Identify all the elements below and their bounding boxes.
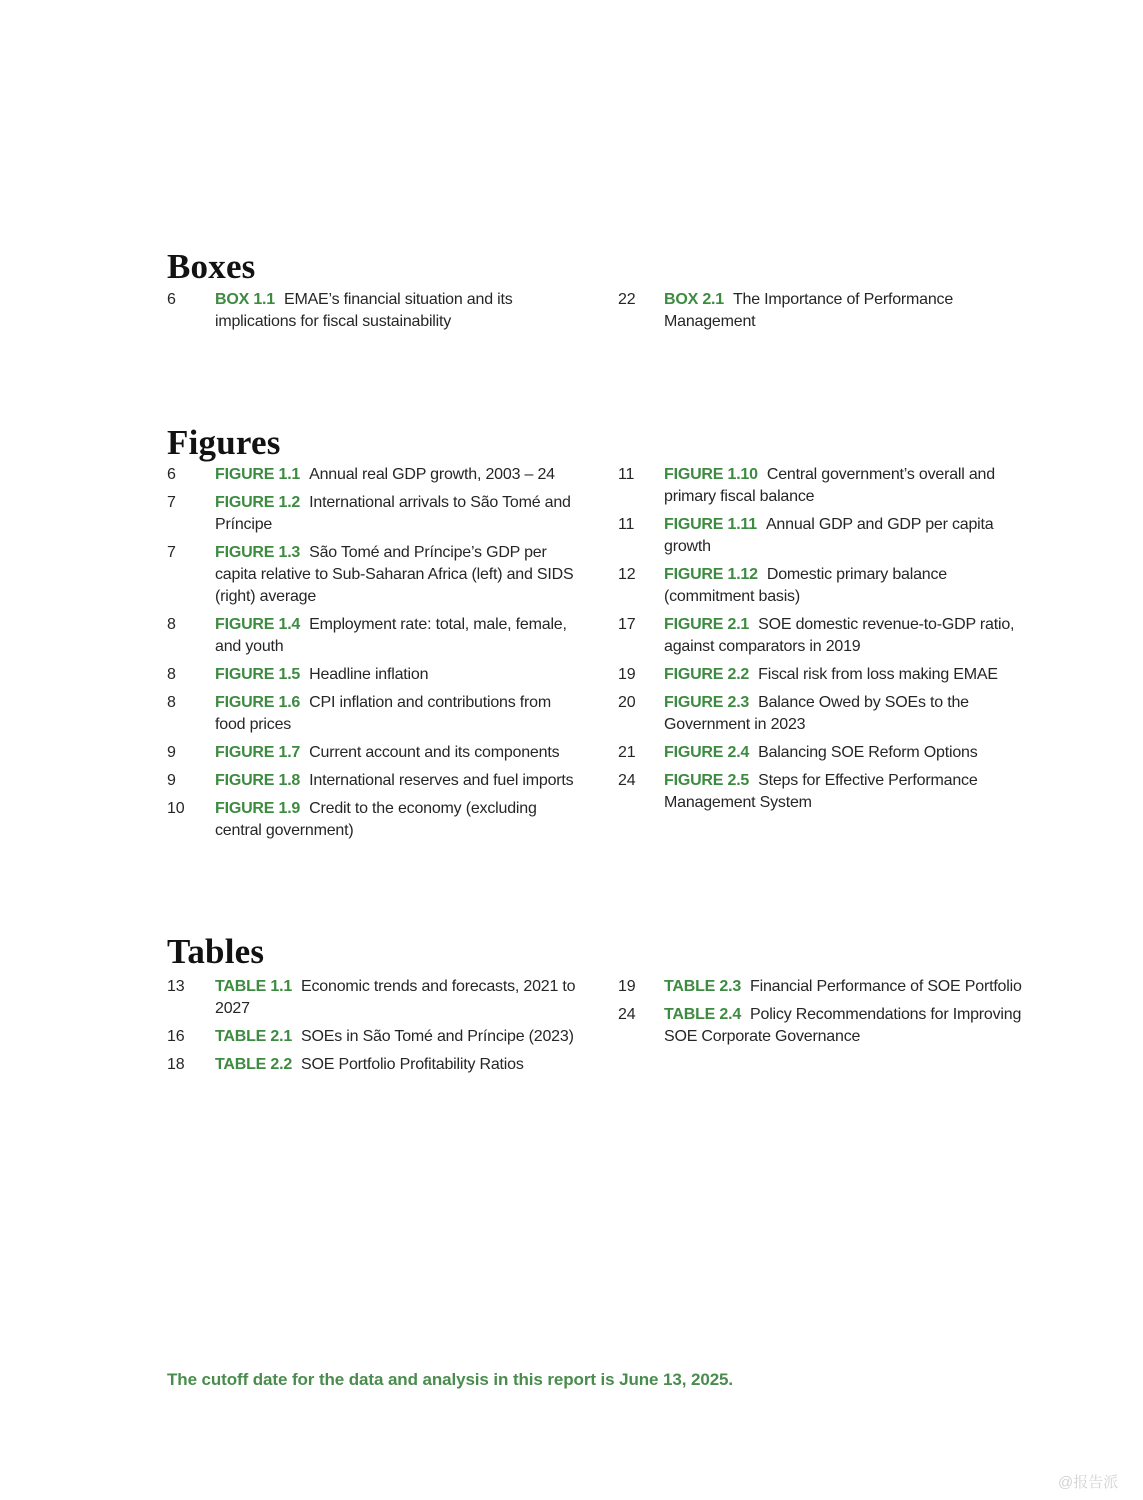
entry-text (215, 492, 581, 536)
entry-label: TABLE 2.1 (215, 1028, 293, 1045)
entry-page-number: 11 (618, 516, 635, 533)
entry-label: FIGURE 2.1 (664, 616, 750, 633)
entry-text (664, 770, 1032, 814)
entry-title: Annual real GDP growth, 2003 – 24 (309, 466, 555, 483)
toc-entry (618, 564, 1032, 608)
entry-page-number: 20 (618, 694, 636, 711)
entry-label: FIGURE 1.9 (215, 800, 301, 817)
entry-label: FIGURE 1.1 (215, 466, 301, 483)
entry-label: FIGURE 1.4 (215, 616, 301, 633)
entry-title: Financial Performance of SOE Portfolio (750, 978, 1022, 995)
toc-entry (618, 464, 1032, 508)
watermark: @报告派 (1058, 1474, 1119, 1491)
tables-list-right (618, 976, 1032, 1054)
entry-label: FIGURE 1.3 (215, 544, 301, 561)
entry-text (215, 464, 581, 486)
entry-label: FIGURE 1.11 (664, 516, 757, 533)
entry-text (664, 464, 1032, 508)
entry-title: Employment rate: total, male, female, and youth (215, 616, 567, 655)
toc-entry (167, 742, 581, 764)
figures-list-right (618, 464, 1032, 820)
entry-title: Balancing SOE Reform Options (758, 744, 978, 761)
entry-text (664, 664, 1032, 686)
toc-entry (618, 1004, 1032, 1048)
cutoff-date-note: The cutoff date for the data and analysis in this report is June 13, 2025. (167, 1370, 734, 1389)
entry-label: FIGURE 1.6 (215, 694, 301, 711)
entry-page-number: 8 (167, 694, 176, 711)
toc-entry (167, 542, 581, 608)
entry-label: FIGURE 1.12 (664, 566, 758, 583)
entry-page-number: 9 (167, 744, 176, 761)
entry-page-number: 13 (167, 978, 185, 995)
entry-text (215, 770, 581, 792)
toc-entry (618, 514, 1032, 558)
entry-page-number: 19 (618, 978, 636, 995)
toc-entry (167, 289, 581, 333)
entry-title: Economic trends and forecasts, 2021 to 2027 (215, 978, 576, 1017)
entry-title: CPI inflation and contributions from food prices (215, 694, 551, 733)
entry-text (664, 976, 1032, 998)
entry-page-number: 10 (167, 800, 185, 817)
entry-title: SOEs in São Tomé and Príncipe (2023) (301, 1028, 574, 1045)
entry-label: TABLE 2.4 (664, 1006, 742, 1023)
entry-label: TABLE 2.3 (664, 978, 742, 995)
entry-title: International arrivals to São Tomé and Príncipe (215, 494, 571, 533)
toc-entry (618, 692, 1032, 736)
entry-label: BOX 2.1 (664, 291, 724, 308)
toc-entry (618, 742, 1032, 764)
entry-label: FIGURE 2.2 (664, 666, 750, 683)
boxes-list-left (167, 289, 581, 339)
entry-page-number: 9 (167, 772, 176, 789)
toc-entry (167, 976, 581, 1020)
entry-page-number: 17 (618, 616, 636, 633)
entry-text (664, 742, 1032, 764)
entry-label: FIGURE 2.4 (664, 744, 750, 761)
entry-text (664, 614, 1032, 658)
entry-text (664, 692, 1032, 736)
entry-page-number: 24 (618, 772, 636, 789)
tables-heading: Tables (167, 932, 265, 972)
entry-text (215, 798, 581, 842)
entry-text (215, 742, 581, 764)
entry-title: Annual GDP and GDP per capita growth (664, 516, 994, 555)
toc-entry (167, 492, 581, 536)
entry-page-number: 21 (618, 744, 636, 761)
tables-list-left (167, 976, 581, 1082)
entry-page-number: 22 (618, 291, 636, 308)
entry-page-number: 12 (618, 566, 636, 583)
boxes-heading: Boxes (167, 247, 256, 287)
entry-label: FIGURE 1.8 (215, 772, 301, 789)
toc-entry (618, 976, 1032, 998)
entry-text (215, 1054, 581, 1076)
entry-label: FIGURE 2.5 (664, 772, 750, 789)
entry-page-number: 8 (167, 616, 176, 633)
entry-text (215, 692, 581, 736)
boxes-list-right (618, 289, 1032, 339)
toc-entry (167, 692, 581, 736)
entry-page-number: 24 (618, 1006, 636, 1023)
entry-title: Balance Owed by SOEs to the Government in 2023 (664, 694, 969, 733)
entry-title: The Importance of Performance Management (664, 291, 954, 330)
entry-label: FIGURE 1.5 (215, 666, 301, 683)
entry-page-number: 19 (618, 666, 636, 683)
entry-title: Steps for Effective Performance Management System (664, 772, 978, 811)
entry-title: International reserves and fuel imports (309, 772, 574, 789)
toc-entry (618, 289, 1032, 333)
entry-title: Central government’s overall and primary fiscal balance (664, 466, 995, 505)
entry-title: São Tomé and Príncipe’s GDP per capita relative to Sub-Saharan Africa (left) and SIDS (right) average (215, 544, 574, 605)
entry-text (215, 289, 581, 333)
entry-title: Current account and its components (309, 744, 560, 761)
entry-label: FIGURE 2.3 (664, 694, 750, 711)
entry-label: TABLE 1.1 (215, 978, 293, 995)
toc-entry (167, 614, 581, 658)
entry-text (215, 614, 581, 658)
entry-page-number: 11 (618, 466, 635, 483)
entry-label: BOX 1.1 (215, 291, 275, 308)
entry-page-number: 18 (167, 1056, 185, 1073)
entry-title: Fiscal risk from loss making EMAE (758, 666, 998, 683)
entry-text (664, 514, 1032, 558)
entry-text (215, 664, 581, 686)
entry-label: TABLE 2.2 (215, 1056, 293, 1073)
toc-entry (167, 770, 581, 792)
entry-title: Headline inflation (309, 666, 429, 683)
entry-text (215, 1026, 581, 1048)
toc-entry (167, 464, 581, 486)
entry-text (215, 542, 581, 608)
entry-page-number: 16 (167, 1028, 185, 1045)
toc-entry (618, 770, 1032, 814)
entry-page-number: 8 (167, 666, 176, 683)
entry-title: EMAE’s financial situation and its implications for fiscal sustainability (215, 291, 513, 330)
entry-text (664, 289, 1032, 333)
entry-page-number: 7 (167, 544, 176, 561)
entry-page-number: 7 (167, 494, 176, 511)
entry-page-number: 6 (167, 466, 176, 483)
toc-entry (167, 664, 581, 686)
toc-entry (618, 614, 1032, 658)
toc-entry (167, 1026, 581, 1048)
toc-entry (167, 798, 581, 842)
entry-text (664, 1004, 1032, 1048)
entry-title: Credit to the economy (excluding central government) (215, 800, 537, 839)
entry-label: FIGURE 1.10 (664, 466, 758, 483)
entry-title: SOE domestic revenue-to-GDP ratio, against comparators in 2019 (664, 616, 1015, 655)
entry-title: SOE Portfolio Profitability Ratios (301, 1056, 524, 1073)
entry-text (215, 976, 581, 1020)
toc-entry (618, 664, 1032, 686)
toc-entry (167, 1054, 581, 1076)
entry-title: Policy Recommendations for Improving SOE Corporate Governance (664, 1006, 1022, 1045)
figures-heading: Figures (167, 423, 281, 463)
entry-label: FIGURE 1.7 (215, 744, 301, 761)
entry-page-number: 6 (167, 291, 176, 308)
entry-title: Domestic primary balance (commitment basis) (664, 566, 947, 605)
entry-text (664, 564, 1032, 608)
figures-list-left (167, 464, 581, 848)
entry-label: FIGURE 1.2 (215, 494, 301, 511)
